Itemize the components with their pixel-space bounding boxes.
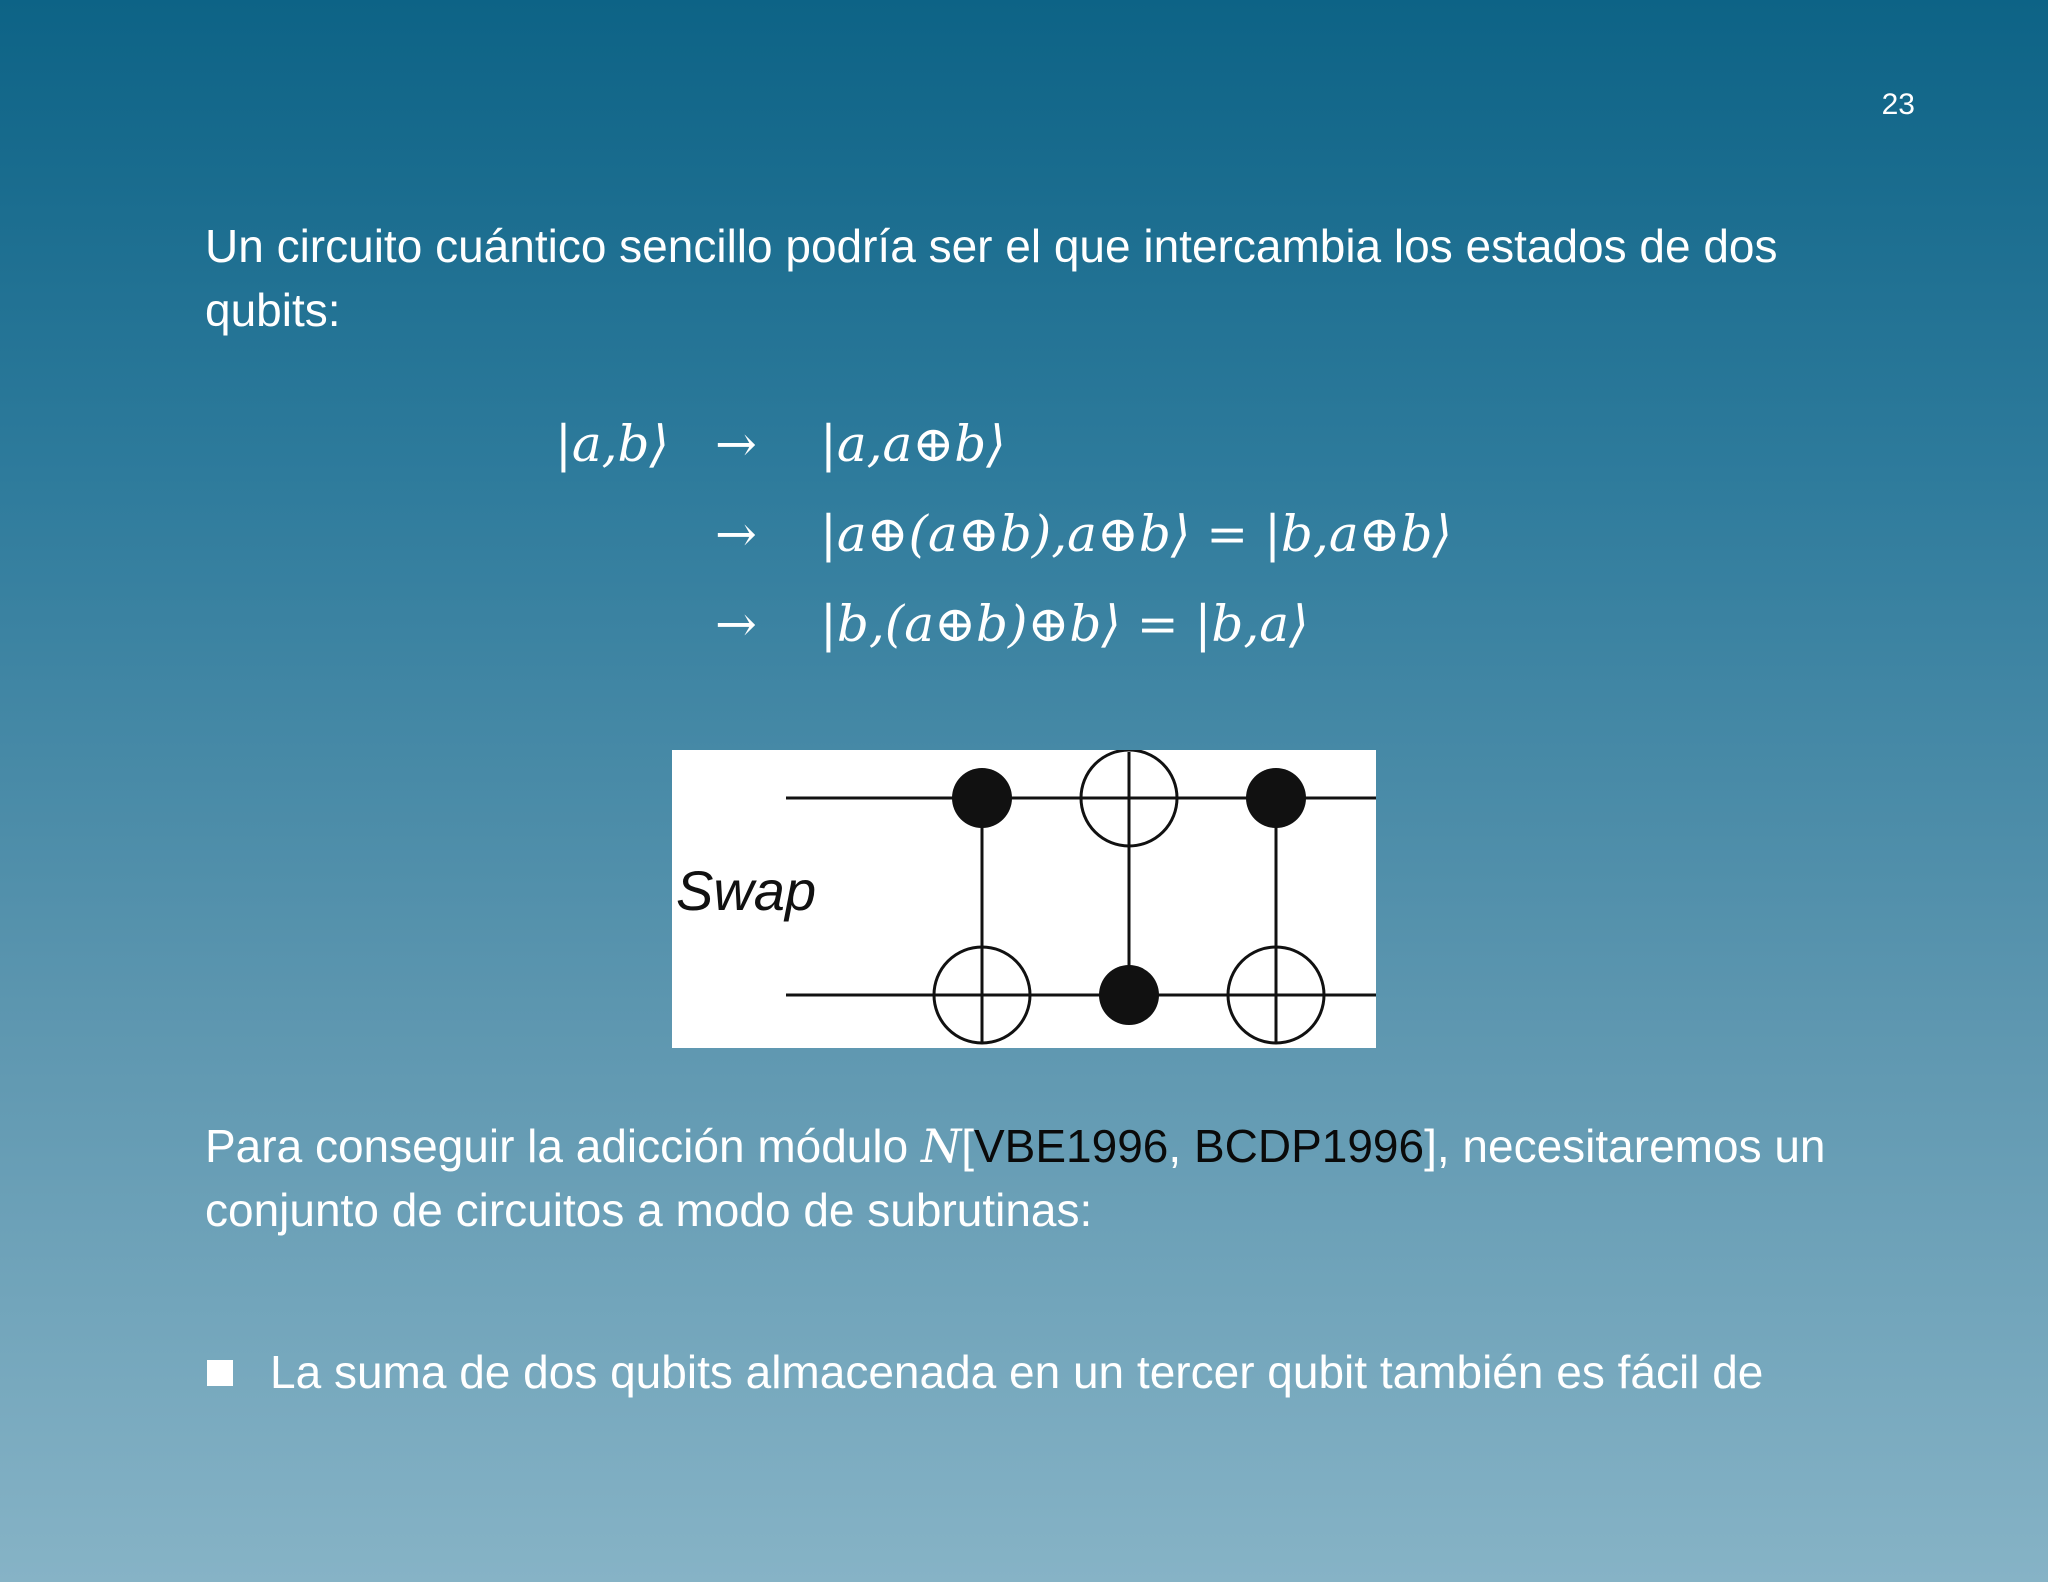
addition-text-start: Para conseguir la adicción módulo [205,1120,921,1172]
swap-circuit-diagram [672,750,1376,1048]
addition-paragraph [205,1114,1885,1242]
square-bullet-icon [207,1360,233,1386]
equation-rhs: |a⊕(a⊕b),a⊕b⟩ = |b,a⊕b⟩ [820,505,1453,563]
citation-bracket-open: [ [961,1120,974,1172]
intro-paragraph: Un circuito cuántico sencillo podría ser el que intercambia los estados de dos qubits: [205,220,1778,336]
control-dot [1246,768,1306,828]
right-arrow-icon: → [715,415,757,473]
citation-link-vbe1996[interactable]: VBE1996 [974,1120,1169,1172]
modulus-variable: N [920,1119,962,1173]
page-number: 23 [1881,88,1915,121]
citation-separator: , [1168,1120,1194,1172]
right-arrow-icon: → [715,595,757,653]
circuit-drawing [672,750,1376,1048]
control-dot [1099,965,1159,1025]
circuit-label: Swap [676,859,817,922]
right-arrow-icon: → [715,505,757,563]
equation-rhs: |a,a⊕b⟩ [820,415,1006,473]
equation-lhs: |a,b⟩ [555,415,670,473]
control-dot [952,768,1012,828]
citation-link-bcdp1996[interactable]: BCDP1996 [1193,1120,1425,1172]
equation-rhs: |b,(a⊕b)⊕b⟩ = |b,a⟩ [820,595,1309,653]
bullet-text: La suma de dos qubits almacenada en un tercer qubit también es fácil de [270,1346,1764,1398]
addition-text-end: ], necesitaremos un conjunto de circuitos a modo de subrutinas: [205,1120,1826,1236]
